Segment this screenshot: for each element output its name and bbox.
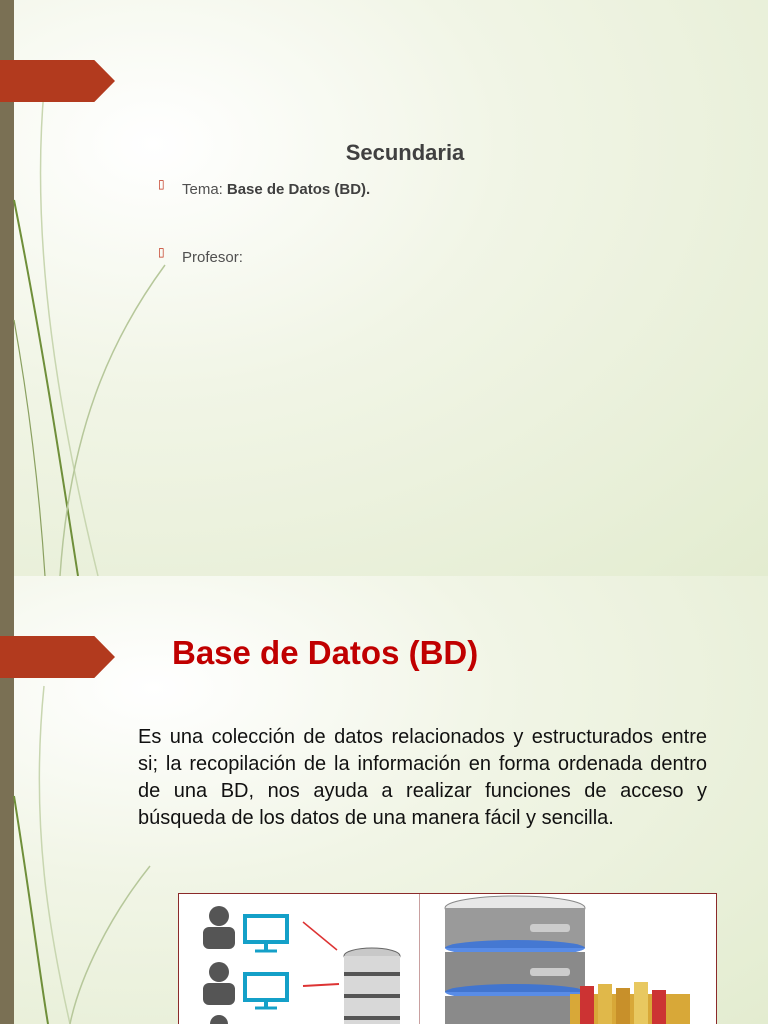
bullet-value: Base de Datos (BD). — [226, 181, 371, 198]
bullet-profesor — [158, 245, 243, 266]
network-illustration — [179, 894, 419, 1024]
person-icon — [203, 906, 235, 1024]
database-icon — [344, 948, 400, 1024]
folder-icon — [570, 982, 690, 1024]
bullet-label: Profesor: — [182, 249, 243, 266]
bullet-label: Tema: — [182, 181, 223, 198]
server-illustration — [420, 894, 716, 1024]
bullet-icon: ▯ — [158, 177, 165, 191]
bullet-icon: ▯ — [158, 245, 165, 259]
accent-arrow — [0, 60, 115, 102]
bullet-tema — [158, 177, 371, 198]
definition-paragraph: Es una colección de datos relacionados y estructurados entre si; la recopilación de la información en forma ordenada dentro de una BD, nos ayuda a realizar funciones de acceso y búsqueda de los datos de una manera fácil y sencilla. — [138, 726, 707, 829]
slide-title: Base de Datos (BD) — [172, 634, 479, 671]
database-figure — [178, 893, 717, 1024]
monitor-icon — [245, 916, 287, 1008]
slide-title: Secundaria — [345, 140, 465, 165]
slide-2 — [0, 576, 768, 1024]
accent-arrow — [0, 636, 115, 678]
server-stack-icon — [445, 896, 585, 1024]
